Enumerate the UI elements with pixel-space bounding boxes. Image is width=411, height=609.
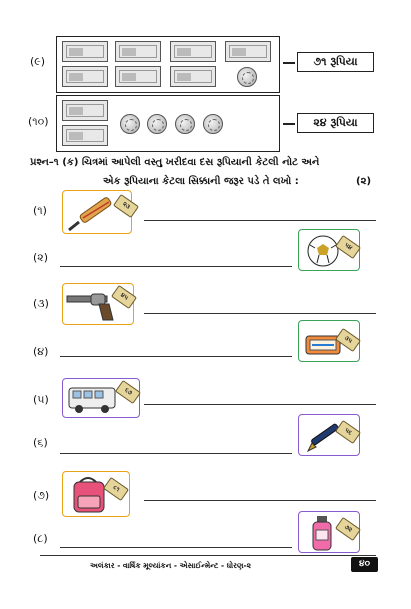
cricket-bat-icon (65, 194, 119, 234)
item-1-answer-line (144, 220, 376, 221)
ten-rupee-note-icon (115, 41, 161, 62)
item-6-picture-frame (298, 414, 360, 456)
item-6-price-tag: ૫૬ (335, 420, 361, 444)
ten-rupee-note-icon (170, 66, 216, 87)
item-2-number: (૨) (33, 251, 49, 264)
item-4-answer-line (60, 356, 292, 357)
question-title-line-2: એક રૂપિયાના કેટલા સિક્કાની જરૂર પડે તે લખો : (103, 176, 299, 187)
item-1-number: (૧) (33, 204, 47, 217)
item-8-price-tag: ૭૨ (335, 517, 361, 541)
item-3-answer-line (144, 313, 376, 314)
footer-divider (40, 555, 376, 556)
one-rupee-coin-icon (175, 114, 195, 134)
bus-icon (65, 382, 121, 416)
ten-rupee-note-icon (225, 41, 271, 62)
item-8-picture-frame (298, 511, 360, 553)
item-2-picture-frame (298, 229, 360, 271)
item-7-picture-frame (62, 471, 130, 517)
item-6-answer-line (60, 453, 292, 454)
item-6-number: (૬) (33, 436, 48, 449)
item-1-price-tag: ૨૩ (113, 194, 139, 218)
water-bottle-icon (305, 514, 341, 552)
footer-text: અલંકાર - વાર્ષિક મૂલ્યાંકન - એસાઈન્મેન્ટ - ધોરણ-૨ (90, 561, 252, 570)
item-5-answer-line (144, 404, 376, 405)
item-8-number: (૮) (33, 532, 48, 545)
item-8-answer-line (60, 547, 292, 548)
money-row-10-answer: ૨૪ રૂપિયા (297, 113, 374, 133)
ten-rupee-note-icon (62, 125, 108, 146)
page-number: ૪૦ (351, 557, 378, 572)
answer-dash (283, 62, 295, 64)
money-row-9-answer: ૭૧ રૂપિયા (297, 52, 374, 72)
item-5-number: (૫) (33, 393, 49, 406)
item-4-number: (૪) (33, 345, 49, 358)
one-rupee-coin-icon (237, 67, 257, 87)
item-1-picture-frame (62, 190, 132, 234)
item-7-number: (૭) (33, 489, 50, 502)
item-7-answer-line (144, 500, 376, 501)
money-row-9-number: (૯) (30, 55, 46, 68)
school-bag-icon (66, 474, 112, 516)
football-icon (303, 232, 343, 270)
ten-rupee-note-icon (62, 41, 108, 62)
one-rupee-coin-icon (120, 114, 140, 134)
question-marks: (૨) (356, 176, 372, 187)
item-3-price-tag: ૪૫ (111, 285, 137, 309)
item-5-price-tag: ૬૭ (115, 380, 141, 404)
item-2-answer-line (60, 266, 292, 267)
ten-rupee-note-icon (170, 41, 216, 62)
item-5-picture-frame (62, 378, 140, 418)
money-row-9-box (56, 36, 280, 93)
one-rupee-coin-icon (203, 114, 223, 134)
ten-rupee-note-icon (62, 66, 108, 87)
answer-dash (283, 123, 295, 125)
item-4-price-tag: ૩૫ (335, 328, 361, 352)
question-title-line-1: પ્રશ્ન–૧ (ક) ચિત્રમાં આપેલી વસ્તુ ખરીદવા દસ રૂપિયાની કેટલી નોટ અને (30, 157, 320, 168)
ten-rupee-note-icon (62, 100, 108, 121)
item-2-price-tag: ૫૪ (335, 235, 361, 259)
item-3-picture-frame (62, 283, 134, 325)
item-4-picture-frame (298, 320, 360, 362)
item-7-price-tag: ૮૧ (103, 477, 129, 501)
pencil-box-icon (302, 326, 344, 360)
money-row-10-box (56, 95, 280, 152)
item-3-number: (૩) (33, 297, 49, 310)
ten-rupee-note-icon (115, 66, 161, 87)
one-rupee-coin-icon (147, 114, 167, 134)
money-row-10-number: (૧૦) (28, 115, 49, 128)
